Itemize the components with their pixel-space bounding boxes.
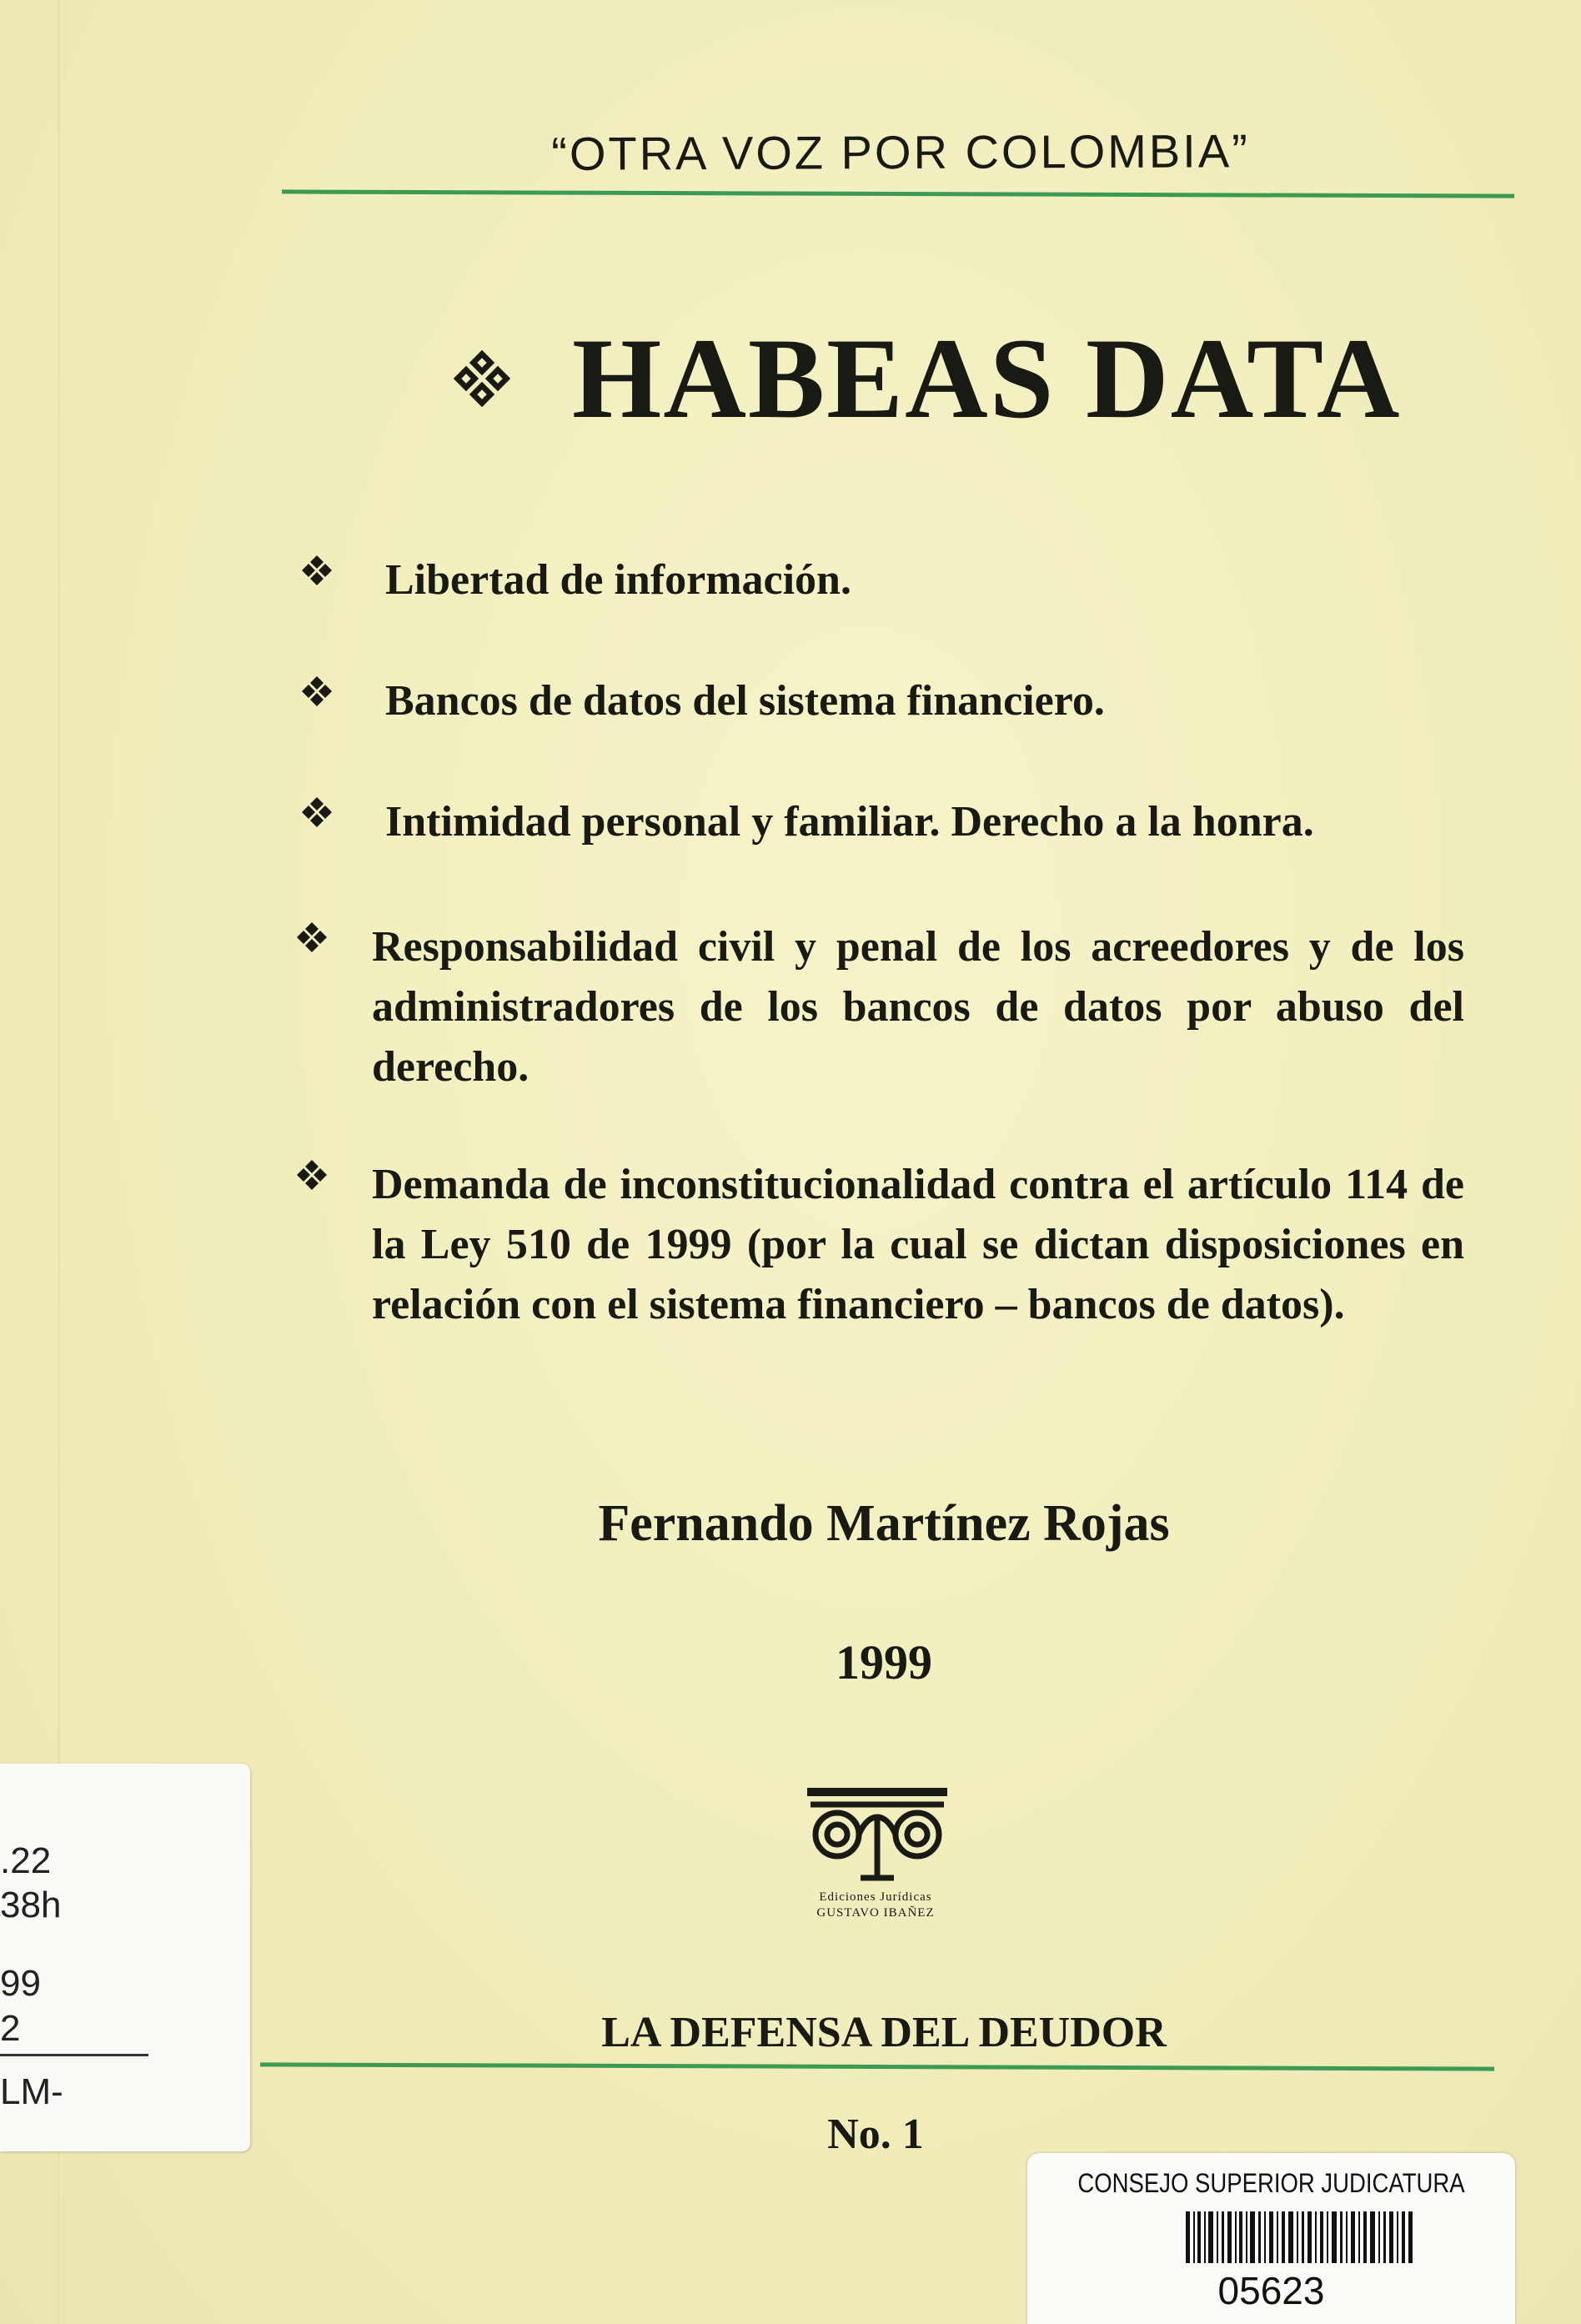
series-title: “OTRA VOZ POR COLOMBIA” <box>551 124 1250 180</box>
diamond-bullet-icon <box>295 921 329 954</box>
list-item-text: Intimidad personal y familiar. Derecho a la honra. <box>385 798 1314 846</box>
barcode-icon <box>1186 2211 1413 2263</box>
library-call-number-label <box>0 1764 250 2151</box>
list-item-text: Libertad de información. <box>385 556 851 604</box>
collection-title: LA DEFENSA DEL DEUDOR <box>601 2009 1167 2056</box>
bottom-green-rule <box>260 2062 1494 2071</box>
barcode-number: 05623 <box>1217 2269 1325 2312</box>
barcode-institution: CONSEJO SUPERIOR JUDICATURA <box>1077 2168 1465 2198</box>
call-number-line: LM- <box>0 2071 63 2112</box>
list-item <box>300 671 1386 731</box>
publisher-line-1: Ediciones Jurídicas <box>819 1890 932 1904</box>
list-item <box>300 550 1219 610</box>
diamond-bullet-icon <box>300 675 334 708</box>
call-number-line: 99 <box>0 1963 41 2004</box>
list-item <box>300 792 1469 852</box>
title-row <box>450 314 1402 442</box>
diamond-bullet-icon <box>295 1158 329 1192</box>
publisher-line-2: GUSTAVO IBAÑEZ <box>816 1906 935 1920</box>
publication-year: 1999 <box>836 1635 932 1689</box>
list-item <box>295 917 1464 1097</box>
diamond-bullet-icon <box>300 554 334 587</box>
list-item-text: Responsabilidad civil y penal de los acreedores y de los administradores de los bancos de datos por abuso del derecho. <box>372 923 1464 1091</box>
diamond-bullet-icon <box>300 796 334 829</box>
list-item-text: Bancos de datos del sistema financiero. <box>385 677 1105 725</box>
issue-number: No. 1 <box>827 2111 924 2158</box>
list-item-text: Demanda de inconstitucionalidad contra el artículo 114 de la Ley 510 de 1999 (por la cual se dictan disposiciones en relación con el sistema financiero – bancos de datos). <box>372 1161 1464 1328</box>
book-title: HABEAS DATA <box>572 314 1402 442</box>
call-number-line: 2 <box>0 2008 21 2049</box>
author-name: Fernando Martínez Rojas <box>598 1495 1170 1552</box>
top-green-rule <box>282 189 1514 198</box>
diamond-bullet-icon <box>450 347 514 410</box>
barcode-sticker <box>1027 2153 1515 2324</box>
ionic-column-logo-icon <box>802 1783 952 1883</box>
call-number-line: .22 <box>0 1840 52 1881</box>
call-number-line: 38h <box>0 1885 62 1925</box>
call-number-underline <box>0 2054 148 2056</box>
list-item <box>295 1155 1464 1335</box>
publisher-name <box>767 1890 984 1921</box>
